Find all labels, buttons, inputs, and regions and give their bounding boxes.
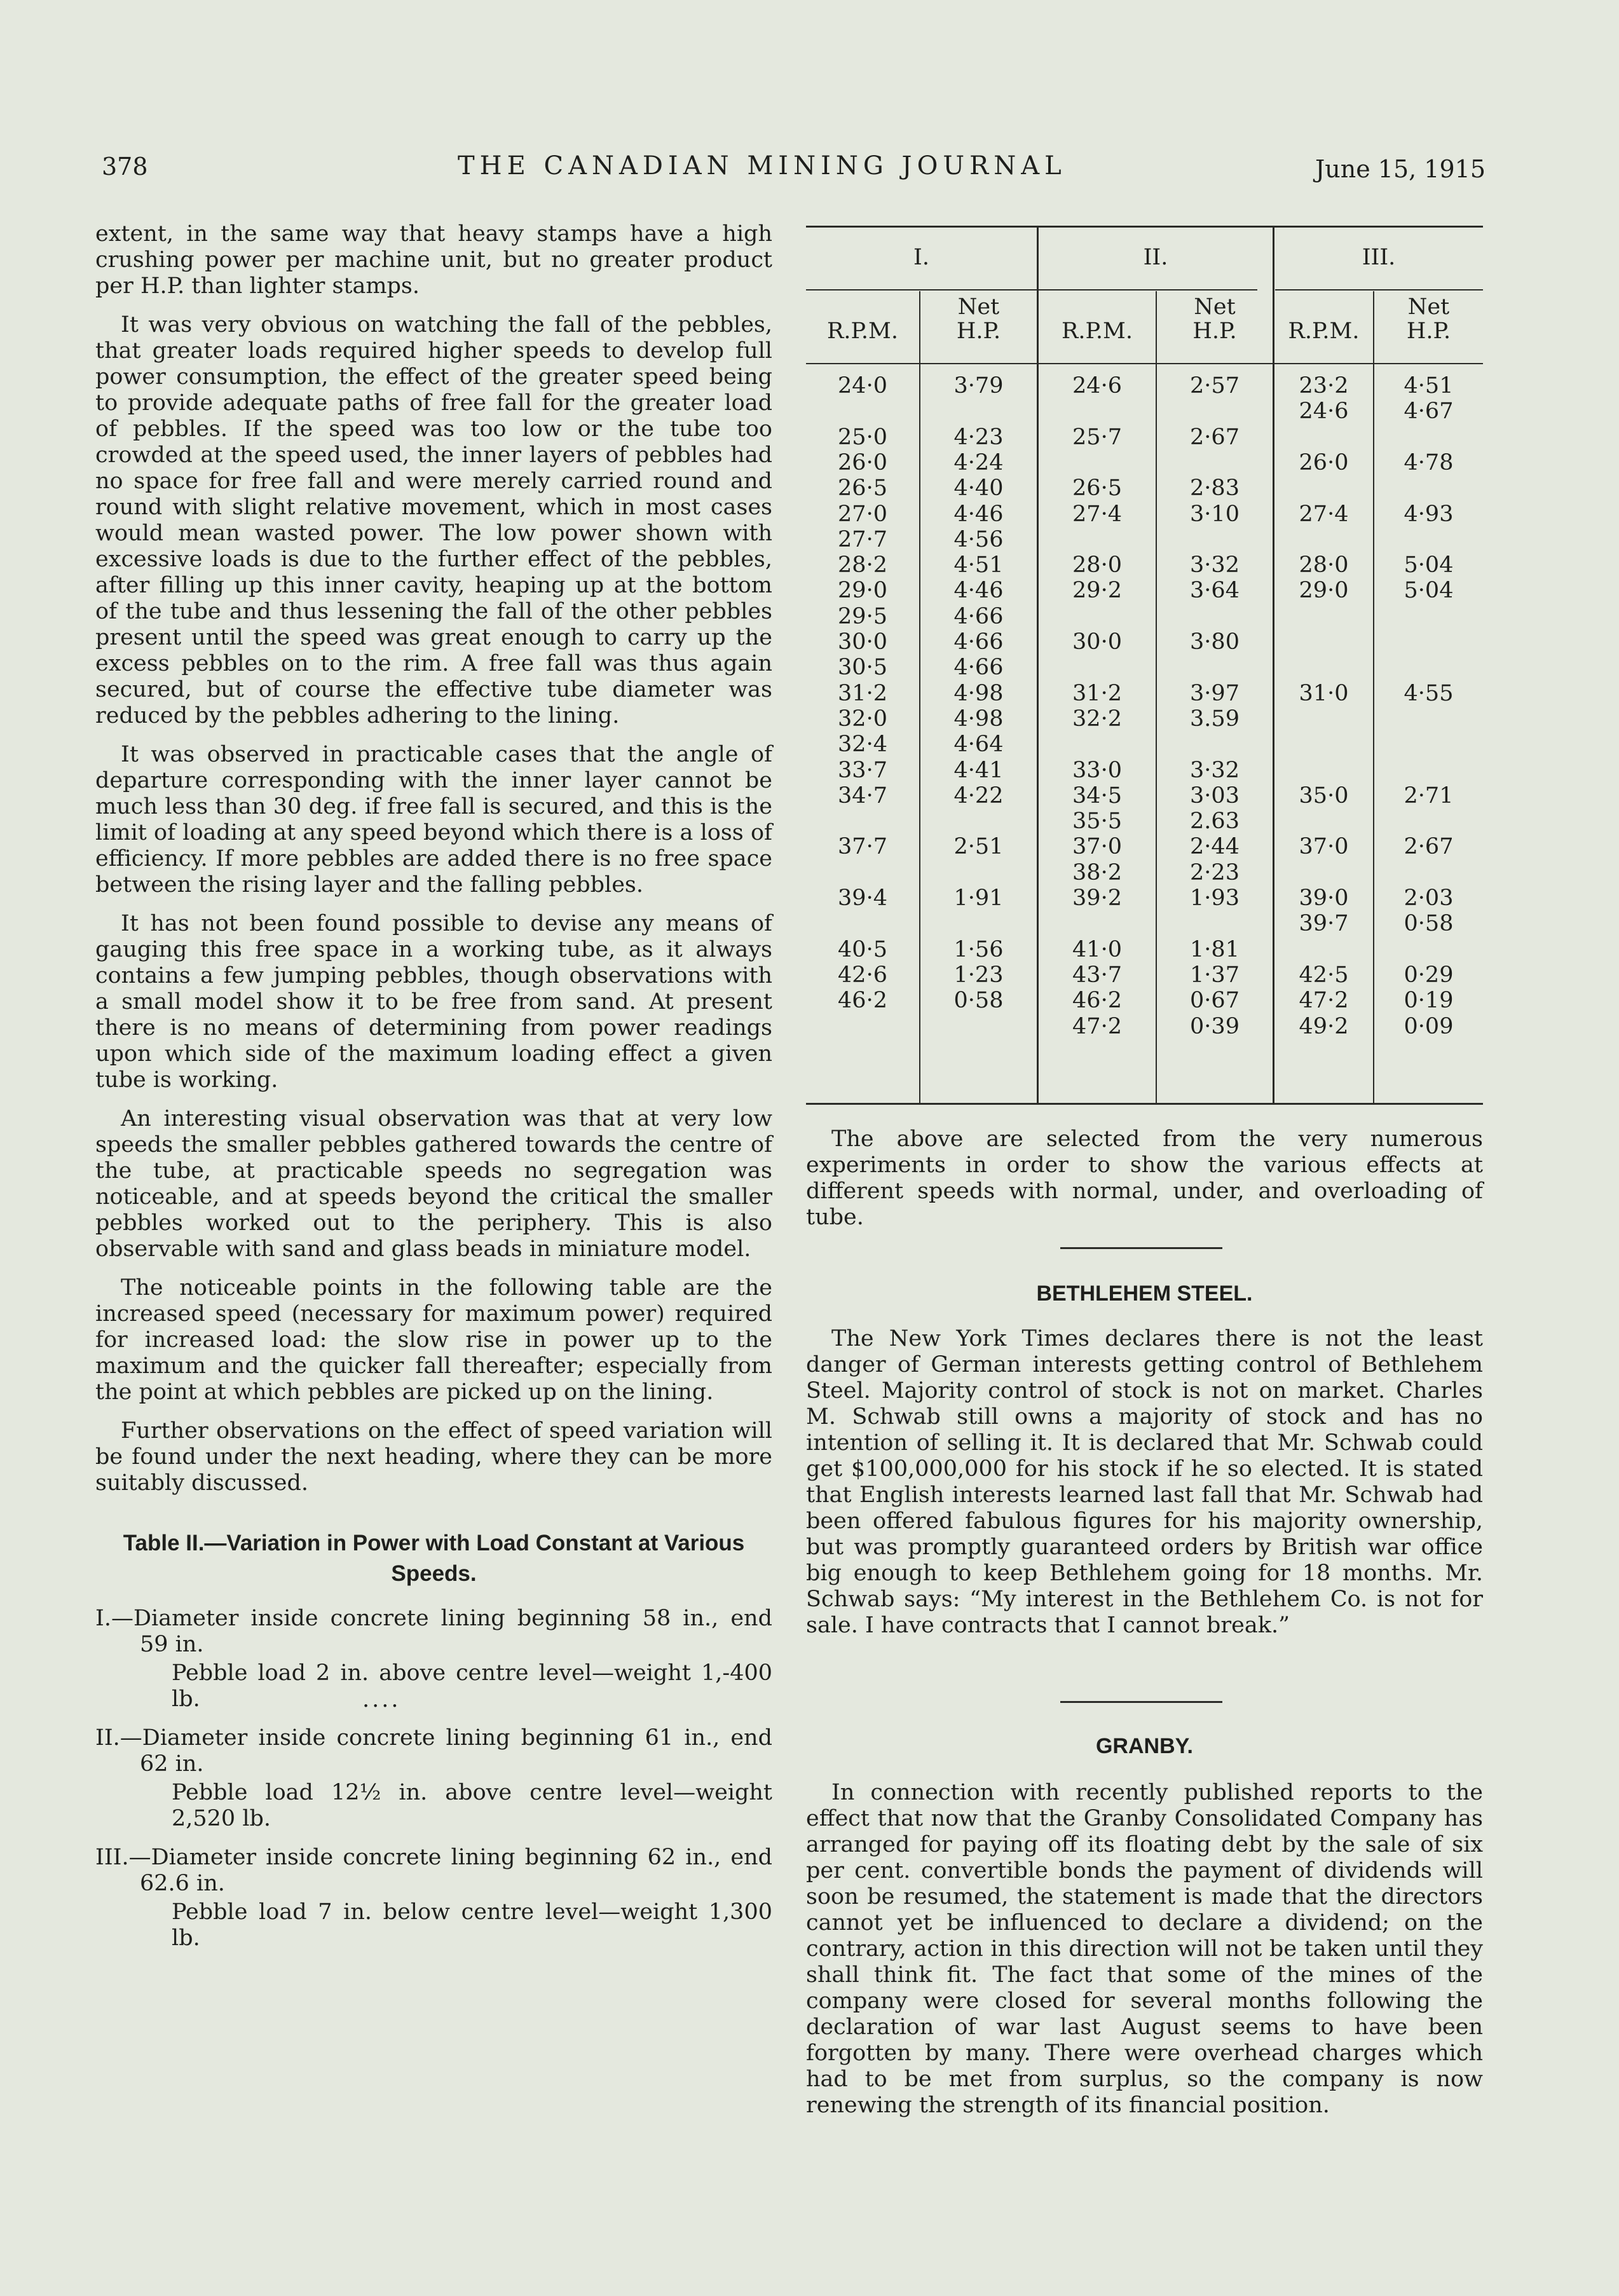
table-bottom-rule [806, 1103, 1483, 1105]
table-cell-iii-hp: 4·67 [1404, 399, 1454, 425]
table-cell-ii-rpm: 34·5 [1072, 782, 1122, 809]
table-cell-i-rpm: 33·7 [838, 757, 887, 783]
table-cell-iii-hp: 0·19 [1404, 988, 1454, 1014]
section-title-granby: GRANBY. [1095, 1734, 1194, 1758]
granby-body: In connection with recently published reports to the effect that now that the Granby Consolidated Company has arranged for paying off its floating debt by the sale of six per cent. convertible bonds the payment of dividends will soon be resumed, the statement is made that the directors cannot yet be influenced to declare a dividend; on the contrary, action in this direction will not be taken until they shall think fit. The fact that some of the mines of the company were closed for several months following the declaration of war last August seems to have been forgotten by many. There were overhead charges which had to be met from surplus, so the company is now renewing the strength of its financial position. [806, 1780, 1483, 2118]
table-definition-2 [95, 1725, 772, 1832]
table-cell-iii-rpm: 39·7 [1299, 911, 1349, 937]
table-cell-ii-hp: 0·39 [1190, 1013, 1240, 1039]
section-divider [1060, 1247, 1222, 1249]
group-label: II. [1143, 245, 1168, 270]
table-cell-ii-rpm: 33·0 [1072, 757, 1122, 783]
bethlehem-body: The New York Times declares there is not the least danger of German interests getting control of Bethlehem Steel. Majority control of stock is not on market. Charles M. Schwab still owns a majority of stock and has no intention of selling it. It is declared that Mr. Schwab could get $100,000,000 for his stock if he so elected. It is stated that English interests learned last fall that Mr. Schwab had been offered fabulous figures for his majority ownership, but was promptly guaranteed orders by British war office big enough to keep Bethlehem going for 18 months. Mr. Schwab says: “My interest in the Bethlehem Co. is not for sale. I have contracts that I cannot break.” [806, 1326, 1483, 1638]
table-header-rule [806, 363, 1483, 364]
table-cell-ii-hp: 3·03 [1190, 782, 1240, 809]
table-cell-i-hp: 1·91 [953, 885, 1004, 911]
granby-article [806, 1780, 1483, 2119]
table-cell-ii-rpm: 29·2 [1072, 578, 1122, 604]
table-cell-ii-hp: 1·37 [1190, 962, 1240, 988]
section-divider [1060, 1701, 1222, 1703]
table-cell-i-hp: 4·56 [953, 526, 1004, 552]
bethlehem-article [806, 1326, 1483, 1639]
table-cell-i-hp: 4·64 [953, 732, 1004, 758]
paragraph: It was observed in practicable cases that the angle of departure corresponding with the inner layer cannot be much less than 30 deg. if free fall is secured, and this is the limit of loading at any speed beyond which there is a loss of efficiency. If more pebbles are added there is no free space between the rising layer and the falling pebbles. [95, 742, 772, 898]
table-cell-iii-hp: 0·29 [1404, 962, 1454, 988]
table-cell-i-rpm: 37·7 [838, 834, 887, 860]
table-cell-ii-hp: 2.63 [1190, 809, 1240, 835]
table-cell-iii-rpm: 23·2 [1299, 373, 1349, 399]
table-cell-iii-hp: 2·03 [1404, 885, 1454, 911]
table-note-text: The above are selected from the very numerous experiments in order to show the various effects at different speeds with normal, under, and overloading of tube. [806, 1126, 1483, 1230]
table-cell-i-rpm: 27·7 [838, 526, 887, 552]
definition-sub: Pebble load 12½ in. above centre level—weight 2,520 lb. [172, 1780, 772, 1831]
definition-sub: Pebble load 7 in. below centre level—weight 1,300 lb. [172, 1899, 772, 1951]
table-cell-iii-rpm: 47·2 [1299, 988, 1349, 1014]
table-cell-ii-hp: 1·81 [1190, 936, 1240, 962]
table-definition-3 [95, 1845, 772, 1951]
table-cell-iii-hp: 0·58 [1404, 911, 1454, 937]
paragraph: Further observations on the effect of speed variation will be found under the next heading, where they can be more suitably discussed. [95, 1418, 772, 1496]
table-cell-i-rpm: 30·0 [838, 629, 887, 655]
table-cell-ii-hp: 2·57 [1190, 373, 1240, 399]
group-label: III. [1362, 245, 1396, 270]
table-cell-iii-rpm: 35·0 [1299, 782, 1349, 809]
table-cell-ii-rpm: 24·6 [1072, 373, 1122, 399]
definition-main: I.—Diameter inside concrete lining beginning 58 in., end 59 in. [95, 1606, 772, 1657]
table-cell-ii-rpm: 47·2 [1072, 1013, 1122, 1039]
table-cell-ii-hp: 3.59 [1190, 706, 1240, 732]
table-cell-iii-rpm: 37·0 [1299, 834, 1349, 860]
table-cell-i-rpm: 31·2 [838, 680, 887, 706]
table-cell-ii-hp: 3·32 [1190, 552, 1240, 578]
table-cell-ii-rpm: 43·7 [1072, 962, 1122, 988]
paragraph: An interesting visual observation was that at very low speeds the smaller pebbles gathered towards the centre of the tube, at practicable speeds no segregation was noticeable, and at speeds beyond the critical the smaller pebbles worked out to the periphery. This is also observable with sand and glass beads in miniature model. [95, 1106, 772, 1262]
table-cell-iii-hp: 0·09 [1404, 1013, 1454, 1039]
table-note [806, 1126, 1483, 1231]
table-cell-ii-hp: 3·80 [1190, 629, 1240, 655]
issue-date: June 15, 1915 [1315, 155, 1486, 183]
table-cell-i-rpm: 28·2 [838, 552, 887, 578]
col-hp: H.P. [956, 318, 1001, 344]
table-cell-i-rpm: 24·0 [838, 373, 887, 399]
table-cell-i-hp: 2·51 [953, 834, 1004, 860]
table-cell-iii-hp: 2·67 [1404, 834, 1454, 860]
table-cell-i-hp: 0·58 [953, 988, 1004, 1014]
table-cell-i-hp: 4·98 [953, 706, 1004, 732]
table-cell-i-hp: 4·22 [953, 782, 1004, 809]
table-cell-ii-rpm: 30·0 [1072, 629, 1122, 655]
table-group-rule [1275, 289, 1483, 290]
table-cell-i-rpm: 26·5 [838, 475, 887, 502]
table-cell-ii-hp: 2·83 [1190, 475, 1240, 502]
table-cell-iii-rpm: 31·0 [1299, 680, 1349, 706]
table-cell-ii-hp: 3·64 [1190, 578, 1240, 604]
table-cell-ii-rpm: 35·5 [1072, 809, 1122, 835]
table-cell-ii-rpm: 26·5 [1072, 475, 1122, 502]
table-cell-iii-rpm: 26·0 [1299, 449, 1349, 475]
table-cell-ii-rpm: 32·2 [1072, 706, 1122, 732]
paragraph: extent, in the same way that heavy stamps have a high crushing power per machine unit, but no greater product per H.P. than lighter stamps. [95, 221, 772, 299]
table-cell-iii-hp: 4·55 [1404, 680, 1454, 706]
table-cell-i-rpm: 32·4 [838, 732, 887, 758]
table-top-rule [806, 226, 1483, 228]
table-cell-i-rpm: 42·6 [838, 962, 887, 988]
table-cell-ii-rpm: 27·4 [1072, 501, 1122, 527]
table-cell-iii-rpm: 27·4 [1299, 501, 1349, 527]
table-cell-i-hp: 1·23 [953, 962, 1004, 988]
table-cell-i-hp: 4·46 [953, 578, 1004, 604]
table-cell-iii-rpm: 28·0 [1299, 552, 1349, 578]
table-cell-ii-rpm: 38·2 [1072, 859, 1122, 885]
table-cell-iii-hp: 2·71 [1404, 782, 1454, 809]
table-cell-i-hp: 4·24 [953, 449, 1004, 475]
definition-main: II.—Diameter inside concrete lining beginning 61 in., end 62 in. [95, 1725, 772, 1777]
col-net: Net [957, 294, 1000, 320]
col-net: Net [1407, 294, 1450, 320]
table-cell-i-rpm: 34·7 [838, 782, 887, 809]
col-hp: H.P. [1406, 318, 1451, 344]
table-cell-i-hp: 4·66 [953, 629, 1004, 655]
table-cell-i-rpm: 27·0 [838, 501, 887, 527]
table-cell-i-hp: 4·66 [953, 655, 1004, 681]
table-cell-i-rpm: 30·5 [838, 655, 887, 681]
table-cell-i-hp: 4·23 [953, 424, 1004, 450]
col-rpm: R.P.M. [1061, 318, 1133, 344]
table-cell-iii-rpm: 42·5 [1299, 962, 1349, 988]
table-cell-i-rpm: 39·4 [838, 885, 887, 911]
table-cell-ii-rpm: 31·2 [1072, 680, 1122, 706]
paragraph: It was very obvious on watching the fall of the pebbles, that greater loads required higher speeds to develop full power consumption, the effect of the greater speed being to provide adequate paths of free fall for the greater load of pebbles. If the speed was too low or the tube too crowded at the speed used, the inner layers of pebbles had no space for free fall and were merely carried round and round with slight relative movement, which in most cases would mean wasted power. The low power shown with excessive loads is due to the further effect of the pebbles, after filling up this inner cavity, heaping up at the bottom of the tube and thus lessening the fall of the other pebbles present until the speed was great enough to carry up the excess pebbles on to the rim. A free fall was thus again secured, but of course the effective tube diameter was reduced by the pebbles adhering to the lining. [95, 312, 772, 728]
col-net: Net [1194, 294, 1236, 320]
table-cell-iii-hp: 4·78 [1404, 449, 1454, 475]
definition-sub: Pebble load 2 in. above centre level—weight 1,-400 lb. [172, 1660, 772, 1712]
table-cell-i-rpm: 29·0 [838, 578, 887, 604]
table-cell-ii-hp: 3·10 [1190, 501, 1240, 527]
paragraph: It has not been found possible to devise any means of gauging this free space in a working tube, as it always contains a few jumping pebbles, though observations with a small model show it to be free from sand. At present there is no means of determining from power readings upon which side of the maximum loading effect a given tube is working. [95, 911, 772, 1093]
table-heading: Table II.—Variation in Power with Load Constant at Various Speeds. [123, 1531, 745, 1586]
table-cell-i-rpm: 32·0 [838, 706, 887, 732]
col-rpm: R.P.M. [826, 318, 899, 344]
section-title-bethlehem: BETHLEHEM STEEL. [1036, 1281, 1253, 1306]
table-cell-i-rpm: 29·5 [838, 603, 887, 629]
table-cell-iii-hp: 4·51 [1404, 373, 1454, 399]
table-cell-iii-hp: 4·93 [1404, 501, 1454, 527]
paragraph: The noticeable points in the following table are the increased speed (necessary for maximum power) required for increased load: the slow rise in power up to the maximum and the quicker fall thereafter; especially from the point at which pebbles are picked up on the lining. [95, 1275, 772, 1405]
table-cell-i-hp: 1·56 [953, 936, 1004, 962]
table-cell-ii-rpm: 28·0 [1072, 552, 1122, 578]
table-cell-ii-hp: 0·67 [1190, 988, 1240, 1014]
table-definition-1: I.—Diameter inside concrete lining beginning 58 in., end 59 in. Pebble load 2 in. above centre level—weight 1,-400 lb. .... [95, 1606, 772, 1712]
table-cell-iii-hp: 5·04 [1404, 552, 1454, 578]
col-rpm: R.P.M. [1288, 318, 1360, 344]
table-cell-ii-rpm: 46·2 [1072, 988, 1122, 1014]
table-group-rule [806, 289, 1257, 290]
table-cell-iii-rpm: 24·6 [1299, 399, 1349, 425]
table-cell-i-rpm: 25·0 [838, 424, 887, 450]
col-hp: H.P. [1192, 318, 1237, 344]
page-number: 378 [102, 153, 148, 181]
table-cell-iii-rpm: 29·0 [1299, 578, 1349, 604]
table-cell-i-hp: 4·66 [953, 603, 1004, 629]
table-cell-ii-hp: 3·32 [1190, 757, 1240, 783]
table-cell-ii-hp: 2·44 [1190, 834, 1240, 860]
table-cell-i-hp: 4·98 [953, 680, 1004, 706]
table-cell-ii-hp: 1·93 [1190, 885, 1240, 911]
table-cell-i-hp: 4·41 [953, 757, 1004, 783]
table-cell-i-hp: 4·46 [953, 501, 1004, 527]
table-cell-i-rpm: 26·0 [838, 449, 887, 475]
table-cell-ii-rpm: 41·0 [1072, 936, 1122, 962]
power-speed-table [806, 226, 1483, 1110]
table-cell-ii-hp: 2·23 [1190, 859, 1240, 885]
definition-main: III.—Diameter inside concrete lining beginning 62 in., end 62.6 in. [95, 1845, 772, 1896]
group-label: I. [913, 245, 929, 270]
table-cell-i-hp: 3·79 [953, 373, 1004, 399]
table-cell-ii-rpm: 25·7 [1072, 424, 1122, 450]
table-cell-iii-rpm: 49·2 [1299, 1013, 1349, 1039]
table-cell-ii-rpm: 39·2 [1072, 885, 1122, 911]
table-cell-ii-hp: 3·97 [1190, 680, 1240, 706]
table-cell-i-rpm: 46·2 [838, 988, 887, 1014]
table-cell-iii-rpm: 39·0 [1299, 885, 1349, 911]
table-cell-ii-rpm: 37·0 [1072, 834, 1122, 860]
table-cell-ii-hp: 2·67 [1190, 424, 1240, 450]
table-cell-i-hp: 4·40 [953, 475, 1004, 502]
table-cell-i-rpm: 40·5 [838, 936, 887, 962]
journal-title: THE CANADIAN MINING JOURNAL [458, 151, 1067, 181]
left-column [95, 221, 772, 1964]
table-cell-iii-hp: 5·04 [1404, 578, 1454, 604]
table-cell-i-hp: 4·51 [953, 552, 1004, 578]
